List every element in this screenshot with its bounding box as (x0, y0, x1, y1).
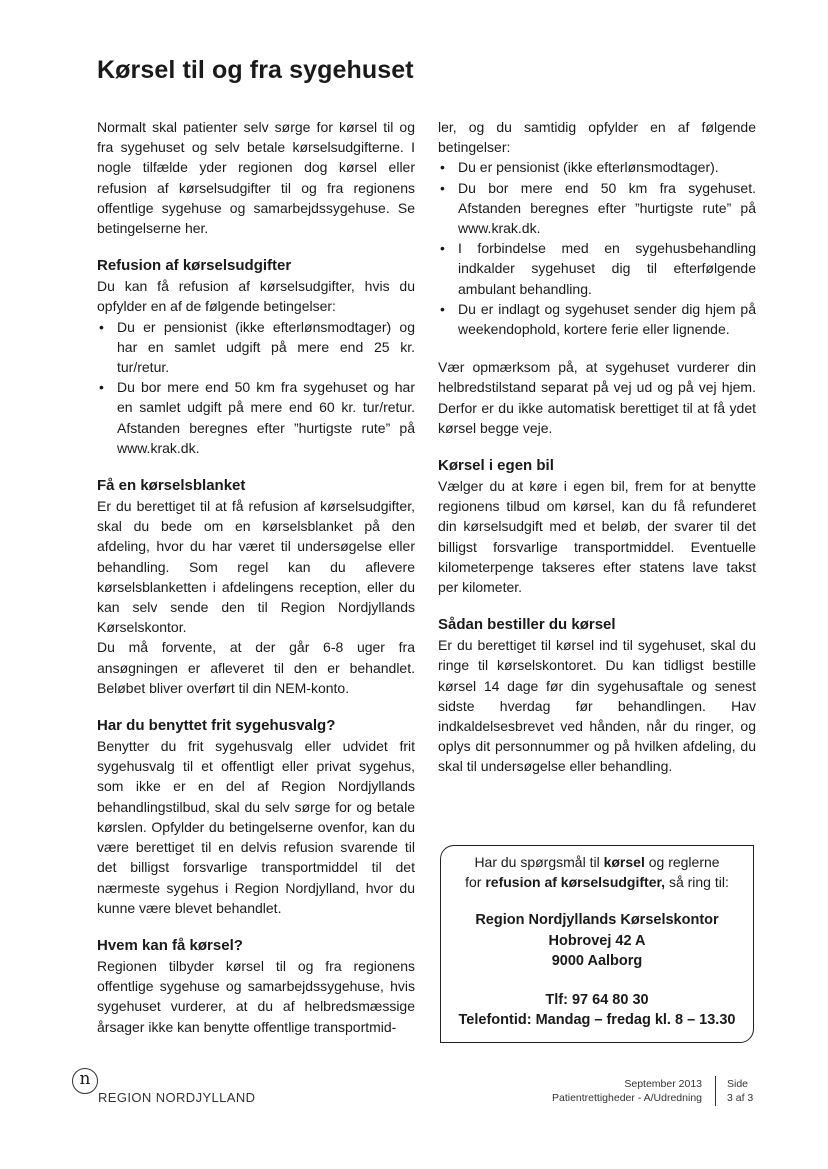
footer-doc-name: Patientrettigheder - A/Udredning (551, 1092, 702, 1104)
list-item: • I forbindelse med en sygehusbehandling indkalder sygehuset dig til efterfølgende ambulant behandling. (438, 238, 756, 299)
list-item: • Du er pensionist (ikke efterlønsmodtager). (438, 157, 756, 177)
logo-icon: n (72, 1068, 98, 1094)
contact-org: Region Nordjyllands Kørselskontor (475, 912, 719, 928)
conditions-list (438, 157, 756, 339)
intro-paragraph: Normalt skal patienter selv sørge for kørsel til og fra sygehuset og selv betale kørselsudgifterne. I nogle tilfælde yder regionen dog kørsel eller refusion af kørselsudgifter til og fra regionens offentlige sygehuse og samarbejdssygehuse. Se betingelserne her. (97, 119, 415, 237)
frit-heading: Har du benyttet frit sygehusvalg? (97, 717, 336, 735)
footer-page-number (727, 1077, 753, 1105)
hvem-paragraph: Regionen tilbyder kørsel til og fra regionens offentlige sygehuse og samarbejdssygehuse, hvis sygehuset vurderer, at du af helbredsmæssige årsager ikke kan benytte offentlige transportmid- (97, 957, 415, 1035)
left-column (97, 117, 415, 1037)
frit-paragraph: Benytter du frit sygehusvalg eller udvidet frit sygehusvalg til et offentligt eller privat sygehus, som ikke er en del af Region Nordjyllands behandlingstilbud, skal du selv sørge for og betale kørslen. Opfylder du betingelserne ovenfor, kan du være berettiget til en delvis refusion svarende til det billigst forsvarlige transportmiddel til det nærmeste sygehus i Region Nordjylland, hvor du kunne være blevet behandlet. (97, 738, 415, 916)
footer-date: September 2013 (624, 1078, 702, 1090)
blanket-paragraph-2: Du må forvente, at der går 6-8 uger fra ansøgningen er afleveret til den er behandlet. Beløbet bliver overført til din NEM-konto. (97, 639, 415, 696)
blanket-paragraph-1: Er du berettiget til at få refusion af kørselsudgifter, skal du bede om en kørselsblanket på den afdeling, hvor du har været til undersøgelse eller behandling. Som regel kan du aflevere kørselsblanketten i afdelingens reception, eller du kan selv sende den til Region Nordjyllands Kørselskontor. (97, 498, 415, 636)
contact-phone-block (441, 990, 753, 1031)
region-logo (72, 1068, 98, 1094)
contact-street: Hobrovej 42 A (548, 932, 646, 949)
footer-divider (715, 1076, 716, 1106)
refusion-heading: Refusion af kørselsudgifter (97, 257, 292, 275)
right-column (438, 117, 756, 777)
egenbil-paragraph: Vælger du at køre i egen bil, frem for at benytte regionens tilbud om kørsel, kan du få refunderet din kørselsudgift med et beløb, der svarer til det billigst forsvarlige transportmiddel. Eventuelle kilometerpenge takseres efter statens lave takst per kilometer. (438, 478, 756, 596)
page-title: Kørsel til og fra sygehuset (97, 56, 414, 84)
contact-address (441, 910, 753, 972)
footer-org-name: REGION NORDJYLLAND (98, 1090, 256, 1105)
contact-city: 9000 Aalborg (551, 953, 643, 969)
list-item: • Du bor mere end 50 km fra sygehuset. Afstanden beregnes efter ”hurtigste rute” på www.krak.dk. (438, 178, 756, 239)
contact-phone: Tlf: 97 64 80 30 (545, 991, 649, 1008)
hvem-heading: Hvem kan få kørsel? (97, 936, 243, 954)
refusion-text: Du kan få refusion af kørselsudgifter, hvis du opfylder en af de følgende betingelser: (97, 278, 415, 315)
refusion-list (97, 317, 415, 458)
list-item: • Du bor mere end 50 km fra sygehuset og har en samlet udgift på mere end 60 kr. tur/retur. Afstanden beregnes efter ”hurtigste rute” på www.krak.dk. (97, 377, 415, 458)
note-paragraph: Vær opmærksom på, at sygehuset vurderer din helbredstilstand separat på vej ud og på vej hjem. Derfor er du ikke automatisk berettiget til at få ydet kørsel begge veje. (438, 359, 756, 436)
egenbil-heading: Kørsel i egen bil (438, 457, 554, 475)
list-item: • Du er indlagt og sygehuset sender dig hjem på weekendophold, kortere ferie eller lignende. (438, 299, 756, 339)
continuation-paragraph: ler, og du samtidig opfylder en af følgende betingelser: (438, 119, 756, 156)
bestil-heading: Sådan bestiller du kørsel (438, 616, 616, 634)
contact-intro-line-2: for refusion af kørselsudgifter, så ring til: (465, 874, 729, 890)
contact-intro-line-1: Har du spørgsmål til kørsel og reglerne (474, 854, 720, 870)
contact-box (440, 845, 754, 1043)
footer-info (552, 1077, 702, 1105)
bestil-paragraph: Er du berettiget til kørsel ind til sygehuset, skal du ringe til kørselskontoret. Du kan tidligst bestille kørsel 14 dage før din sygehusaftale og senest sidste hverdag før behandlingen. Hav indkaldelsesbrevet ved hånden, når du ringer, og oplys dit personnummer og på hvilken afdeling, du skal til undersøgelse eller behandling. (438, 637, 756, 775)
contact-hours: Telefontid: Mandag – fredag kl. 8 – 13.30 (458, 1012, 736, 1028)
footer-page-count: 3 af 3 (727, 1092, 754, 1104)
blanket-heading: Få en kørselsblanket (97, 477, 246, 495)
footer-side-label: Side (727, 1078, 749, 1090)
list-item: • Du er pensionist (ikke efterlønsmodtager) og har en samlet udgift på mere end 25 kr. tur/retur. (97, 317, 415, 378)
